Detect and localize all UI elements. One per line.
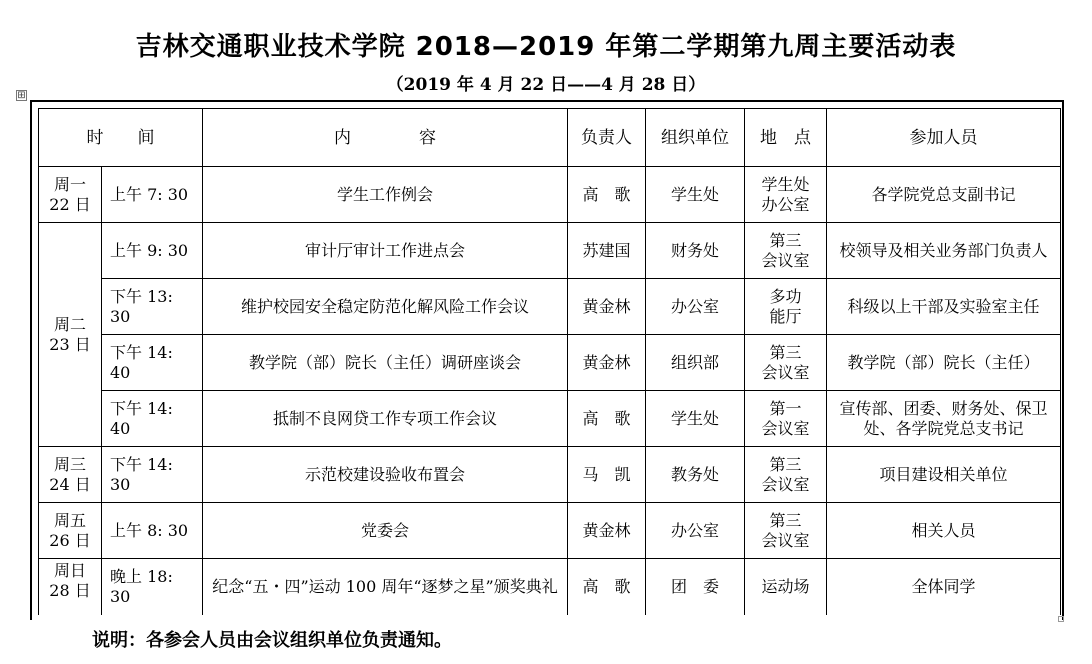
participants-cell: 教学院（部）院长（主任） <box>827 335 1061 391</box>
place-line: 第三 <box>769 230 802 250</box>
place-line: 会议室 <box>761 530 810 550</box>
content-cell: 教学院（部）院长（主任）调研座谈会 <box>203 335 568 391</box>
page-title: 吉林交通职业技术学院 2018—2019 年第二学期第九周主要活动表 <box>135 32 957 62</box>
org-cell: 组织部 <box>646 335 745 391</box>
date-range-subtitle: （2019 年 4 月 22 日——4 月 28 日） <box>386 75 706 95</box>
table-row <box>39 559 1061 615</box>
day-date: 26 日 <box>49 530 91 550</box>
content-cell: 党委会 <box>203 503 568 559</box>
participants-cell: 相关人员 <box>827 503 1061 559</box>
place-line: 多功 <box>769 286 802 306</box>
table-row <box>39 503 1061 559</box>
day-name: 周二 <box>53 314 86 334</box>
time-cell: 上午 7: 30 <box>102 167 203 223</box>
content-cell: 维护校园安全稳定防范化解风险工作会议 <box>203 279 568 335</box>
owner-cell: 马 凯 <box>568 447 646 503</box>
place-cell <box>745 559 827 615</box>
place-cell <box>745 391 827 447</box>
header-place: 地 点 <box>745 109 827 167</box>
header-owner: 负责人 <box>568 109 646 167</box>
content-cell: 纪念“五・四”运动 100 周年“逐梦之星”颁奖典礼 <box>203 559 568 615</box>
time-cell: 上午 8: 30 <box>102 503 203 559</box>
table-move-handle-icon[interactable]: ⊞ <box>17 90 26 101</box>
table-row <box>39 167 1061 223</box>
org-cell: 办公室 <box>646 503 745 559</box>
table-row <box>39 223 1061 279</box>
org-cell: 教务处 <box>646 447 745 503</box>
participants-cell: 宣传部、团委、财务处、保卫处、各学院党总支书记 <box>827 391 1061 447</box>
time-cell: 晚上 18: 30 <box>102 559 203 615</box>
place-line: 会议室 <box>761 474 810 494</box>
place-cell <box>745 223 827 279</box>
place-line: 办公室 <box>761 194 810 214</box>
table-row <box>39 279 1061 335</box>
header-participants: 参加人员 <box>827 109 1061 167</box>
place-cell <box>745 335 827 391</box>
place-line: 运动场 <box>761 576 810 596</box>
participants-cell: 科级以上干部及实验室主任 <box>827 279 1061 335</box>
day-date: 28 日 <box>49 581 91 600</box>
day-cell-wed <box>39 447 102 503</box>
table-row <box>39 335 1061 391</box>
org-cell: 学生处 <box>646 167 745 223</box>
day-name: 周一 <box>53 174 86 194</box>
place-cell <box>745 279 827 335</box>
day-name: 周三 <box>53 454 86 474</box>
day-date: 24 日 <box>49 474 91 494</box>
place-cell <box>745 503 827 559</box>
day-date: 22 日 <box>49 194 91 214</box>
owner-cell: 高 歌 <box>568 559 646 615</box>
org-cell: 学生处 <box>646 391 745 447</box>
table-row <box>39 391 1061 447</box>
footnote: 说明：各参会人员由会议组织单位负责通知。 <box>92 630 452 651</box>
activity-schedule-table <box>38 108 1061 615</box>
time-cell: 下午 14: 40 <box>102 391 203 447</box>
place-line: 会议室 <box>761 362 810 382</box>
place-cell <box>745 167 827 223</box>
day-cell-mon <box>39 167 102 223</box>
place-cell <box>745 447 827 503</box>
header-org: 组织单位 <box>646 109 745 167</box>
day-name: 周五 <box>53 510 86 530</box>
time-cell: 下午 14: 30 <box>102 447 203 503</box>
owner-cell: 黄金林 <box>568 503 646 559</box>
header-content: 内 容 <box>203 109 568 167</box>
org-cell: 团 委 <box>646 559 745 615</box>
owner-cell: 高 歌 <box>568 391 646 447</box>
day-cell-sun <box>39 559 102 615</box>
table-resize-handle[interactable] <box>1058 616 1064 622</box>
table-row <box>39 447 1061 503</box>
owner-cell: 高 歌 <box>568 167 646 223</box>
content-cell: 抵制不良网贷工作专项工作会议 <box>203 391 568 447</box>
owner-cell: 黄金林 <box>568 279 646 335</box>
place-line: 第三 <box>769 454 802 474</box>
place-line: 会议室 <box>761 250 810 270</box>
participants-cell: 各学院党总支副书记 <box>827 167 1061 223</box>
place-line: 能厅 <box>769 306 802 326</box>
time-cell: 上午 9: 30 <box>102 223 203 279</box>
org-cell: 财务处 <box>646 223 745 279</box>
participants-cell: 校领导及相关业务部门负责人 <box>827 223 1061 279</box>
participants-cell: 项目建设相关单位 <box>827 447 1061 503</box>
place-line: 会议室 <box>761 418 810 438</box>
time-cell: 下午 14: 40 <box>102 335 203 391</box>
day-name: 周日 <box>53 561 86 580</box>
participants-cell: 全体同学 <box>827 559 1061 615</box>
content-cell: 示范校建设验收布置会 <box>203 447 568 503</box>
day-cell-fri <box>39 503 102 559</box>
owner-cell: 黄金林 <box>568 335 646 391</box>
content-cell: 学生工作例会 <box>203 167 568 223</box>
place-line: 第三 <box>769 342 802 362</box>
place-line: 第三 <box>769 510 802 530</box>
owner-cell: 苏建国 <box>568 223 646 279</box>
day-date: 23 日 <box>49 334 91 354</box>
place-line: 学生处 <box>761 174 810 194</box>
time-cell: 下午 13: 30 <box>102 279 203 335</box>
day-cell-tue <box>39 223 102 447</box>
content-cell: 审计厅审计工作进点会 <box>203 223 568 279</box>
header-time: 时 间 <box>39 109 203 167</box>
header-row <box>39 109 1061 167</box>
place-line: 第一 <box>769 398 802 418</box>
org-cell: 办公室 <box>646 279 745 335</box>
